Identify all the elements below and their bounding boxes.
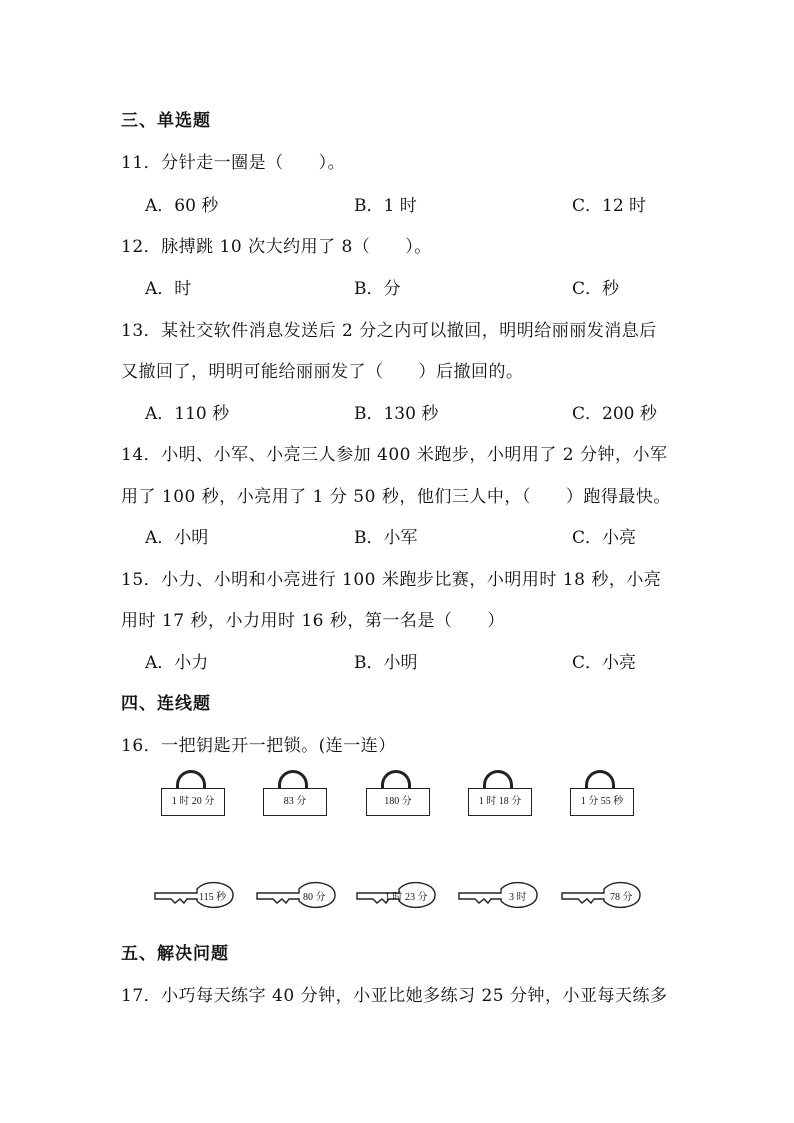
q14-option-b[interactable]: B．小军: [354, 528, 418, 548]
q14-option-a[interactable]: A．小明: [145, 528, 209, 548]
section-heading-problem-solving: 五、解决问题: [121, 944, 229, 964]
question-11: 11．分针走一圈是（ ）。: [121, 153, 346, 173]
q11-option-a[interactable]: A．60 秒: [145, 196, 219, 216]
lock-1[interactable]: [161, 770, 225, 818]
key-1-label: 115 秒: [199, 892, 227, 903]
lock-4-label: 1 时 18 分: [468, 788, 532, 816]
key-5[interactable]: [560, 880, 642, 910]
lock-1-label: 1 时 20 分: [161, 788, 225, 816]
key-4[interactable]: [457, 880, 539, 910]
q13-option-c[interactable]: C．200 秒: [572, 404, 657, 424]
q15-option-c[interactable]: C．小亮: [572, 653, 637, 673]
q11-option-c[interactable]: C．12 时: [572, 196, 647, 216]
key-1[interactable]: [153, 880, 235, 910]
q12-option-b[interactable]: B．分: [354, 279, 401, 299]
lock-5[interactable]: [570, 770, 634, 818]
lock-2-label: 83 分: [263, 788, 327, 816]
q12-option-c[interactable]: C．秒: [572, 279, 620, 299]
q11-option-b[interactable]: B．1 时: [354, 196, 417, 216]
question-17-line-1: 17．小巧每天练字 40 分钟，小亚比她多练习 25 分钟，小亚每天练多: [121, 986, 668, 1006]
q14-option-c[interactable]: C．小亮: [572, 528, 637, 548]
lock-3-label: 180 分: [366, 788, 430, 816]
q13-option-a[interactable]: A．110 秒: [145, 404, 230, 424]
key-3[interactable]: [355, 880, 437, 910]
q13-option-b[interactable]: B．130 秒: [354, 404, 439, 424]
key-2[interactable]: [255, 880, 337, 910]
lock-5-label: 1 分 55 秒: [570, 788, 634, 816]
question-15-line-2: 用时 17 秒，小力用时 16 秒，第一名是（ ）: [121, 611, 505, 631]
key-3-label: 1 时 23 分: [385, 892, 428, 903]
section-heading-matching: 四、连线题: [121, 694, 211, 714]
question-13-line-1: 13．某社交软件消息发送后 2 分之内可以撤回，明明给丽丽发消息后: [121, 321, 657, 341]
question-15-line-1: 15．小力、小明和小亮进行 100 米跑步比赛，小明用时 18 秒，小亮: [121, 570, 662, 590]
key-5-label: 78 分: [610, 892, 633, 903]
q15-option-a[interactable]: A．小力: [145, 653, 209, 673]
q15-option-b[interactable]: B．小明: [354, 653, 418, 673]
question-14-line-1: 14．小明、小军、小亮三人参加 400 米跑步，小明用了 2 分钟，小军: [121, 445, 668, 465]
question-12: 12．脉搏跳 10 次大约用了 8（ ）。: [121, 237, 432, 257]
key-4-label: 3 时: [509, 892, 527, 903]
lock-3[interactable]: [366, 770, 430, 818]
lock-4[interactable]: [468, 770, 532, 818]
q12-option-a[interactable]: A．时: [145, 279, 192, 299]
lock-2[interactable]: [263, 770, 327, 818]
section-heading-single-choice: 三、单选题: [121, 111, 211, 131]
question-13-line-2: 又撤回了，明明可能给丽丽发了（ ）后撤回的。: [121, 362, 524, 382]
question-14-line-2: 用了 100 秒，小亮用了 1 分 50 秒，他们三人中，（ ）跑得最快。: [121, 487, 671, 507]
question-16: 16．一把钥匙开一把锁。(连一连）: [121, 736, 396, 756]
key-2-label: 80 分: [303, 892, 326, 903]
